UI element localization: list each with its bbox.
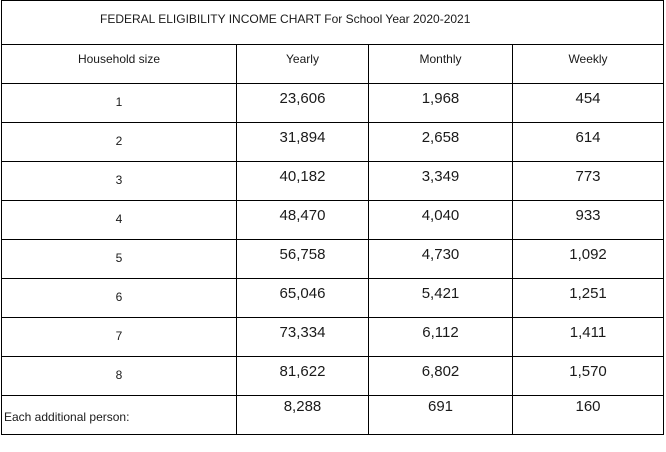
weekly-cell: 614 xyxy=(513,123,664,162)
weekly-cell: 454 xyxy=(513,84,664,123)
header-household-size: Household size xyxy=(2,45,237,84)
table-row xyxy=(2,162,664,201)
yearly-cell: 31,894 xyxy=(237,123,369,162)
weekly-cell: 1,570 xyxy=(513,357,664,396)
table-title xyxy=(2,1,664,45)
household-size-cell: 3 xyxy=(2,162,237,201)
monthly-cell: 4,730 xyxy=(369,240,513,279)
header-row xyxy=(2,45,664,84)
yearly-cell: 73,334 xyxy=(237,318,369,357)
monthly-cell: 2,658 xyxy=(369,123,513,162)
weekly-cell: 160 xyxy=(513,396,664,435)
table-row xyxy=(2,240,664,279)
household-size-cell: 7 xyxy=(2,318,237,357)
monthly-cell: 3,349 xyxy=(369,162,513,201)
monthly-cell: 5,421 xyxy=(369,279,513,318)
header-weekly: Weekly xyxy=(513,45,664,84)
yearly-cell: 81,622 xyxy=(237,357,369,396)
monthly-cell: 6,112 xyxy=(369,318,513,357)
weekly-cell: 1,092 xyxy=(513,240,664,279)
weekly-cell: 933 xyxy=(513,201,664,240)
header-yearly: Yearly xyxy=(237,45,369,84)
table-title-text: FEDERAL ELIGIBILITY INCOME CHART For School Year 2020-2021 xyxy=(100,12,471,26)
header-monthly: Monthly xyxy=(369,45,513,84)
yearly-cell: 40,182 xyxy=(237,162,369,201)
additional-person-row xyxy=(2,396,664,435)
yearly-cell: 48,470 xyxy=(237,201,369,240)
income-eligibility-table xyxy=(1,0,664,435)
table-row xyxy=(2,279,664,318)
table-row xyxy=(2,201,664,240)
table-row xyxy=(2,123,664,162)
monthly-cell: 691 xyxy=(369,396,513,435)
weekly-cell: 1,251 xyxy=(513,279,664,318)
table-row xyxy=(2,357,664,396)
yearly-cell: 56,758 xyxy=(237,240,369,279)
household-size-cell: 1 xyxy=(2,84,237,123)
weekly-cell: 1,411 xyxy=(513,318,664,357)
weekly-cell: 773 xyxy=(513,162,664,201)
table-row xyxy=(2,84,664,123)
yearly-cell: 65,046 xyxy=(237,279,369,318)
household-size-cell: 4 xyxy=(2,201,237,240)
yearly-cell: 23,606 xyxy=(237,84,369,123)
household-size-cell: 8 xyxy=(2,357,237,396)
monthly-cell: 4,040 xyxy=(369,201,513,240)
household-size-cell: 5 xyxy=(2,240,237,279)
monthly-cell: 6,802 xyxy=(369,357,513,396)
additional-person-label: Each additional person: xyxy=(2,396,237,435)
household-size-cell: 2 xyxy=(2,123,237,162)
monthly-cell: 1,968 xyxy=(369,84,513,123)
yearly-cell: 8,288 xyxy=(237,396,369,435)
table-row xyxy=(2,318,664,357)
household-size-cell: 6 xyxy=(2,279,237,318)
